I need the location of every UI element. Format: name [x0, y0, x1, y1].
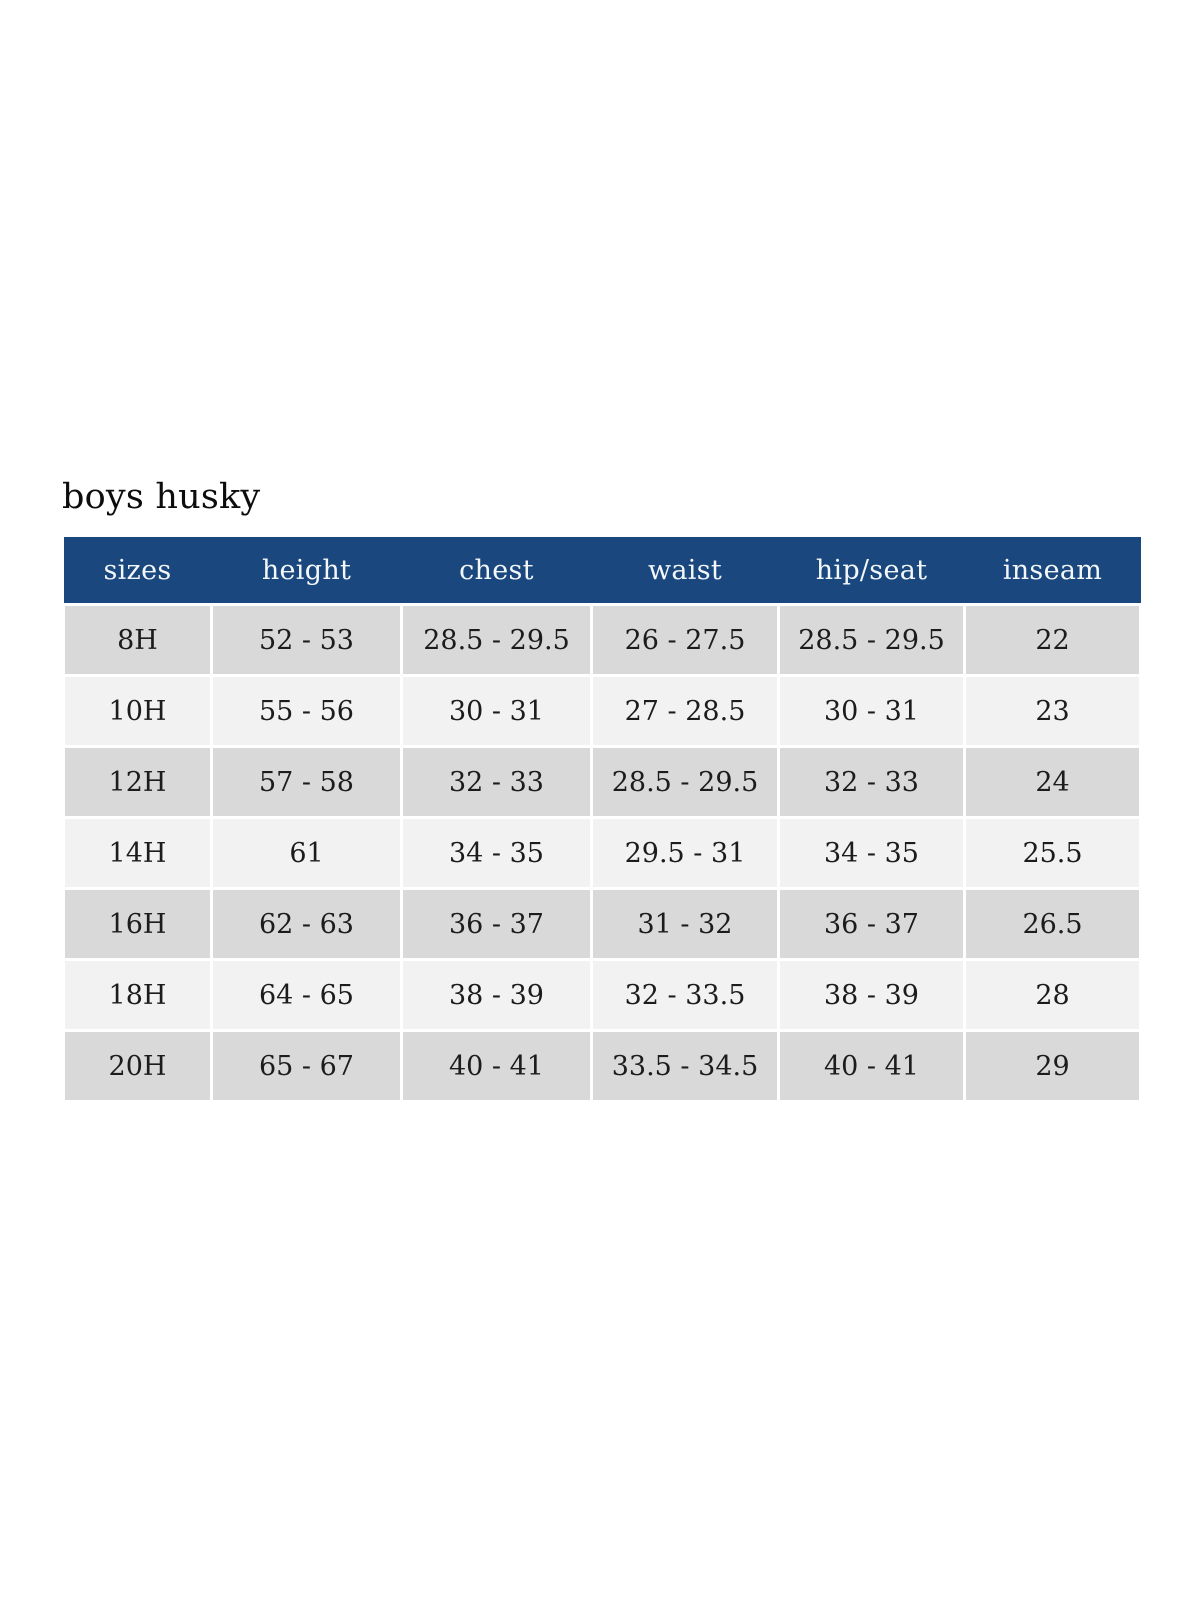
- cell-hip-seat: 32 - 33: [779, 747, 965, 818]
- cell-hip-seat: 34 - 35: [779, 818, 965, 889]
- cell-waist: 29.5 - 31: [592, 818, 779, 889]
- cell-hip-seat: 38 - 39: [779, 960, 965, 1031]
- cell-hip-seat: 40 - 41: [779, 1031, 965, 1102]
- cell-size: 14H: [64, 818, 212, 889]
- column-header-hip-seat: hip/seat: [779, 537, 965, 605]
- cell-chest: 30 - 31: [402, 676, 592, 747]
- cell-waist: 33.5 - 34.5: [592, 1031, 779, 1102]
- cell-waist: 31 - 32: [592, 889, 779, 960]
- cell-inseam: 25.5: [965, 818, 1141, 889]
- cell-size: 20H: [64, 1031, 212, 1102]
- cell-inseam: 26.5: [965, 889, 1141, 960]
- table-row: [64, 818, 1141, 889]
- table-row: [64, 747, 1141, 818]
- cell-height: 61: [212, 818, 402, 889]
- cell-inseam: 29: [965, 1031, 1141, 1102]
- cell-size: 18H: [64, 960, 212, 1031]
- cell-hip-seat: 36 - 37: [779, 889, 965, 960]
- column-header-sizes: sizes: [64, 537, 212, 605]
- table-row: [64, 1031, 1141, 1102]
- cell-height: 55 - 56: [212, 676, 402, 747]
- cell-chest: 40 - 41: [402, 1031, 592, 1102]
- cell-hip-seat: 28.5 - 29.5: [779, 605, 965, 676]
- cell-chest: 28.5 - 29.5: [402, 605, 592, 676]
- cell-chest: 38 - 39: [402, 960, 592, 1031]
- cell-size: 12H: [64, 747, 212, 818]
- cell-height: 62 - 63: [212, 889, 402, 960]
- cell-size: 10H: [64, 676, 212, 747]
- cell-chest: 36 - 37: [402, 889, 592, 960]
- cell-waist: 32 - 33.5: [592, 960, 779, 1031]
- cell-chest: 34 - 35: [402, 818, 592, 889]
- cell-height: 57 - 58: [212, 747, 402, 818]
- cell-size: 8H: [64, 605, 212, 676]
- cell-inseam: 22: [965, 605, 1141, 676]
- table-row: [64, 889, 1141, 960]
- cell-inseam: 23: [965, 676, 1141, 747]
- cell-height: 64 - 65: [212, 960, 402, 1031]
- column-header-chest: chest: [402, 537, 592, 605]
- cell-inseam: 24: [965, 747, 1141, 818]
- cell-size: 16H: [64, 889, 212, 960]
- column-header-inseam: inseam: [965, 537, 1141, 605]
- cell-waist: 28.5 - 29.5: [592, 747, 779, 818]
- column-header-waist: waist: [592, 537, 779, 605]
- header-row: [64, 537, 1141, 605]
- size-chart-section: [62, 472, 1139, 1103]
- page-title: boys husky: [62, 477, 261, 517]
- cell-height: 52 - 53: [212, 605, 402, 676]
- table-row: [64, 676, 1141, 747]
- table-row: [64, 960, 1141, 1031]
- cell-chest: 32 - 33: [402, 747, 592, 818]
- cell-inseam: 28: [965, 960, 1141, 1031]
- cell-hip-seat: 30 - 31: [779, 676, 965, 747]
- cell-waist: 27 - 28.5: [592, 676, 779, 747]
- size-chart-table: [62, 537, 1142, 1103]
- table-row: [64, 605, 1141, 676]
- cell-height: 65 - 67: [212, 1031, 402, 1102]
- cell-waist: 26 - 27.5: [592, 605, 779, 676]
- column-header-height: height: [212, 537, 402, 605]
